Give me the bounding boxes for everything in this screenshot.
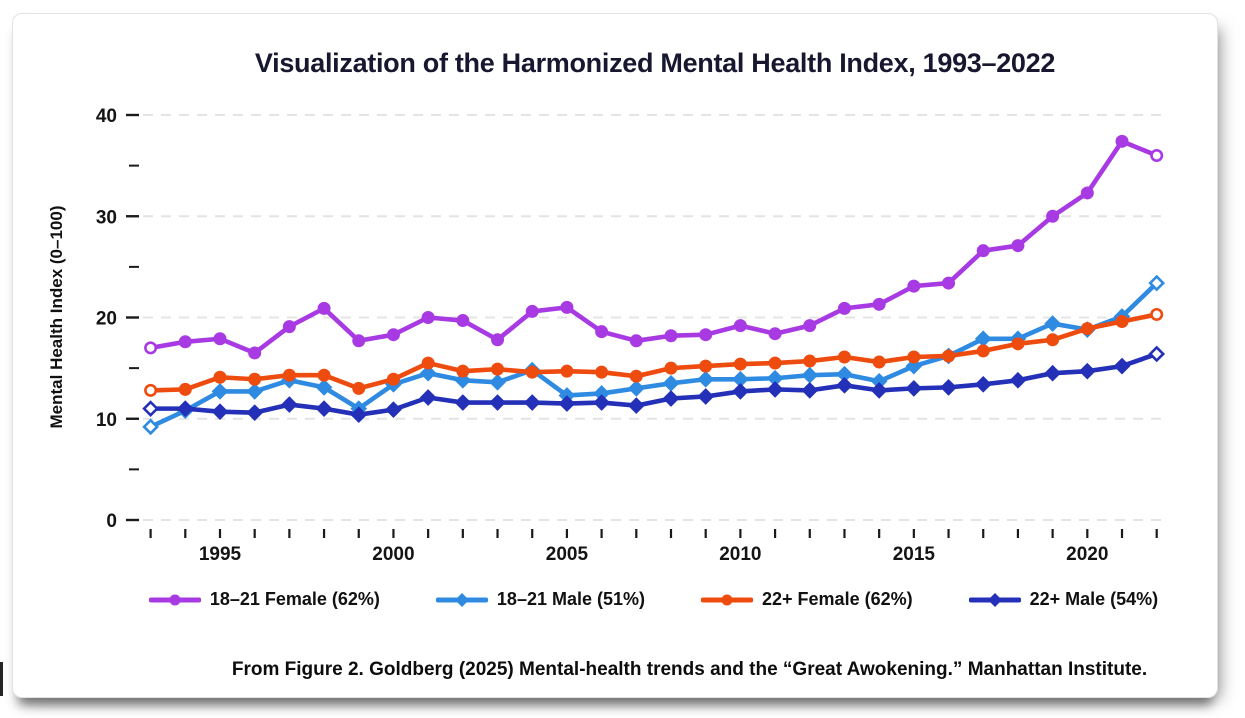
data-point [527, 367, 537, 377]
data-point [873, 384, 886, 397]
data-point [909, 352, 919, 362]
data-point [145, 385, 155, 395]
data-point [180, 384, 190, 394]
data-point [631, 336, 641, 346]
data-point [1013, 240, 1023, 250]
legend-marker [988, 593, 1002, 607]
data-point [1117, 316, 1127, 326]
data-point [354, 336, 364, 346]
data-point [319, 370, 329, 380]
data-point [249, 348, 259, 358]
legend-swatch-icon [149, 591, 201, 609]
data-point [978, 346, 988, 356]
legend-marker [455, 593, 469, 607]
x-tick-label: 2005 [545, 544, 589, 565]
data-point [664, 377, 677, 390]
legend-item [969, 589, 1159, 610]
x-tick-label: 2020 [1066, 544, 1109, 565]
data-point [215, 334, 225, 344]
data-point [1116, 360, 1129, 373]
data-point [1081, 365, 1094, 378]
series-1-group [144, 277, 1163, 434]
data-point [213, 405, 226, 418]
legend-label: 18–21 Female (62%) [209, 589, 380, 609]
data-point [770, 358, 780, 368]
x-tick-label: 1995 [198, 544, 242, 565]
data-point [803, 384, 816, 397]
data-point [734, 385, 747, 398]
legend-swatch-icon [436, 591, 488, 609]
data-point [770, 329, 780, 339]
legend-marker [722, 594, 733, 605]
data-point [631, 371, 641, 381]
legend-item [436, 589, 645, 610]
data-point [700, 330, 710, 340]
axis-ticks-group [96, 106, 1157, 565]
data-point [492, 335, 502, 345]
data-point [664, 392, 677, 405]
y-tick-label: 0 [106, 511, 117, 532]
data-point [803, 369, 816, 382]
data-point [249, 374, 259, 384]
data-point [248, 406, 261, 419]
legend-label: 18–21 Male (51%) [496, 589, 646, 609]
x-tick-label: 2010 [719, 544, 762, 565]
data-point [874, 299, 884, 309]
data-point [1082, 188, 1092, 198]
data-point [1046, 317, 1059, 330]
data-point [387, 403, 400, 416]
data-point [284, 370, 294, 380]
data-point [596, 326, 606, 336]
data-point [145, 343, 155, 353]
x-tick-label: 2000 [372, 544, 415, 565]
data-point [735, 359, 745, 369]
y-tick-label: 10 [95, 409, 117, 431]
x-tick-label: 2015 [892, 544, 935, 565]
y-axis-label: Mental Health Index (0–100) [47, 205, 66, 429]
series-line [151, 141, 1157, 353]
data-point [458, 366, 468, 376]
data-point [526, 396, 539, 409]
data-point [805, 320, 815, 330]
data-point [1082, 323, 1092, 333]
data-point [284, 321, 294, 331]
data-point [1152, 309, 1162, 319]
data-point [977, 378, 990, 391]
chart-title: Visualization of the Harmonized Mental Health Index, 1993–2022 [254, 48, 1056, 78]
data-point [1047, 211, 1057, 221]
data-point [144, 402, 157, 415]
data-point [595, 396, 608, 409]
data-point [318, 402, 331, 415]
data-point [423, 312, 433, 322]
data-point [700, 361, 710, 371]
data-point [215, 372, 225, 382]
data-point [1150, 347, 1163, 360]
data-point [699, 390, 712, 403]
data-point [907, 382, 920, 395]
series-line [151, 314, 1157, 390]
data-point [596, 367, 606, 377]
data-point [805, 356, 815, 366]
data-point [283, 398, 296, 411]
data-point [319, 303, 329, 313]
legend-marker [169, 594, 180, 605]
y-tick-label: 40 [95, 106, 117, 127]
source-caption: From Figure 2. Goldberg (2025) Mental-health trends and the “Great Awokening.” Manhattan Institute. [231, 659, 1148, 680]
y-tick-label: 20 [95, 308, 117, 330]
data-point [1117, 136, 1127, 146]
legend-item [149, 589, 380, 610]
data-point [423, 358, 433, 368]
data-point [491, 376, 504, 389]
data-point [491, 396, 504, 409]
series-0-group [145, 136, 1162, 358]
data-point [1046, 367, 1059, 380]
data-point [735, 320, 745, 330]
data-point [874, 357, 884, 367]
data-point [354, 383, 364, 393]
legend-swatch-icon [701, 591, 753, 609]
data-point [1047, 335, 1057, 345]
data-point [909, 281, 919, 291]
data-point [458, 315, 468, 325]
data-point [978, 245, 988, 255]
data-point [388, 330, 398, 340]
legend-label: 22+ Female (62%) [762, 589, 913, 609]
data-point [943, 351, 953, 361]
data-point [1013, 339, 1023, 349]
data-point [527, 306, 537, 316]
y-tick-label: 30 [95, 207, 117, 229]
gridlines-group [143, 115, 1167, 520]
data-point [1011, 374, 1024, 387]
data-point [942, 381, 955, 394]
legend-swatch-icon [969, 591, 1021, 609]
data-point [388, 374, 398, 384]
data-point [699, 373, 712, 386]
data-point [630, 382, 643, 395]
data-point [839, 352, 849, 362]
legend-item [701, 589, 913, 610]
data-point [562, 366, 572, 376]
data-point [248, 385, 261, 398]
data-point [492, 364, 502, 374]
data-point [769, 383, 782, 396]
data-point [456, 396, 469, 409]
data-point [630, 399, 643, 412]
data-point [666, 363, 676, 373]
data-point [943, 278, 953, 288]
data-point [838, 379, 851, 392]
legend-label: 22+ Male (54%) [1029, 589, 1159, 609]
data-point [422, 391, 435, 404]
data-point [562, 302, 572, 312]
chart-legend [150, 589, 1157, 610]
data-point [839, 303, 849, 313]
data-point [666, 331, 676, 341]
data-point [1152, 150, 1162, 160]
data-point [180, 337, 190, 347]
